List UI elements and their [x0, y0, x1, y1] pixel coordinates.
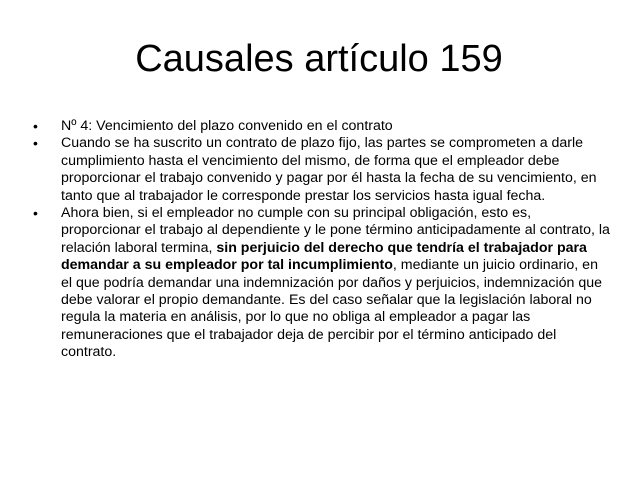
bullet-dot-icon: • [33, 205, 38, 222]
slide-title: Causales artículo 159 [135, 38, 503, 80]
bullet-dot-icon: • [33, 118, 38, 134]
bullet-text-2: Cuando se ha suscrito un contrato de plazo fijo, las partes se comprometen a darle cumplimiento hasta el vencimiento del mismo, de forma que el empleador debe proporcionar el trabajo convenido y pagar por él hasta la fecha de su vencimiento, en tanto que al trabajador le corresponde prestar los servicios hasta igual fecha. [61, 135, 597, 204]
bullet-text-1: Nº 4: Vencimiento del plazo convenido en el contrato [61, 118, 393, 134]
bullet-text-3-bold: sin perjuicio del derecho que tendría el trabajador para demandar a su empleador por tal incumplimiento [61, 239, 587, 274]
bullet-item-1 [32, 118, 612, 135]
bullet-item-2 [32, 135, 612, 205]
bullet-text-3-before: Ahora bien, si el empleador no cumple con su principal obligación, esto es, proporcionar el trabajo al dependiente y le pone término anticipadamente al contrato, la relación laboral termina, [61, 205, 610, 256]
bullet-list [32, 118, 612, 362]
bullet-item-3 [32, 205, 612, 362]
bullet-text-3-after: , mediante un juicio ordinario, en el que podría demandar una indemnización por daños y perjuicios, indemnización que debe valorar el propio demandante. Es del caso señalar que la legislación laboral no regula la materia en análisis, por lo que no obliga al empleador a pagar las remuneraciones que el trabajador deja de percibir por el término anticipado del contrato. [61, 257, 603, 361]
bullet-dot-icon: • [33, 135, 38, 152]
